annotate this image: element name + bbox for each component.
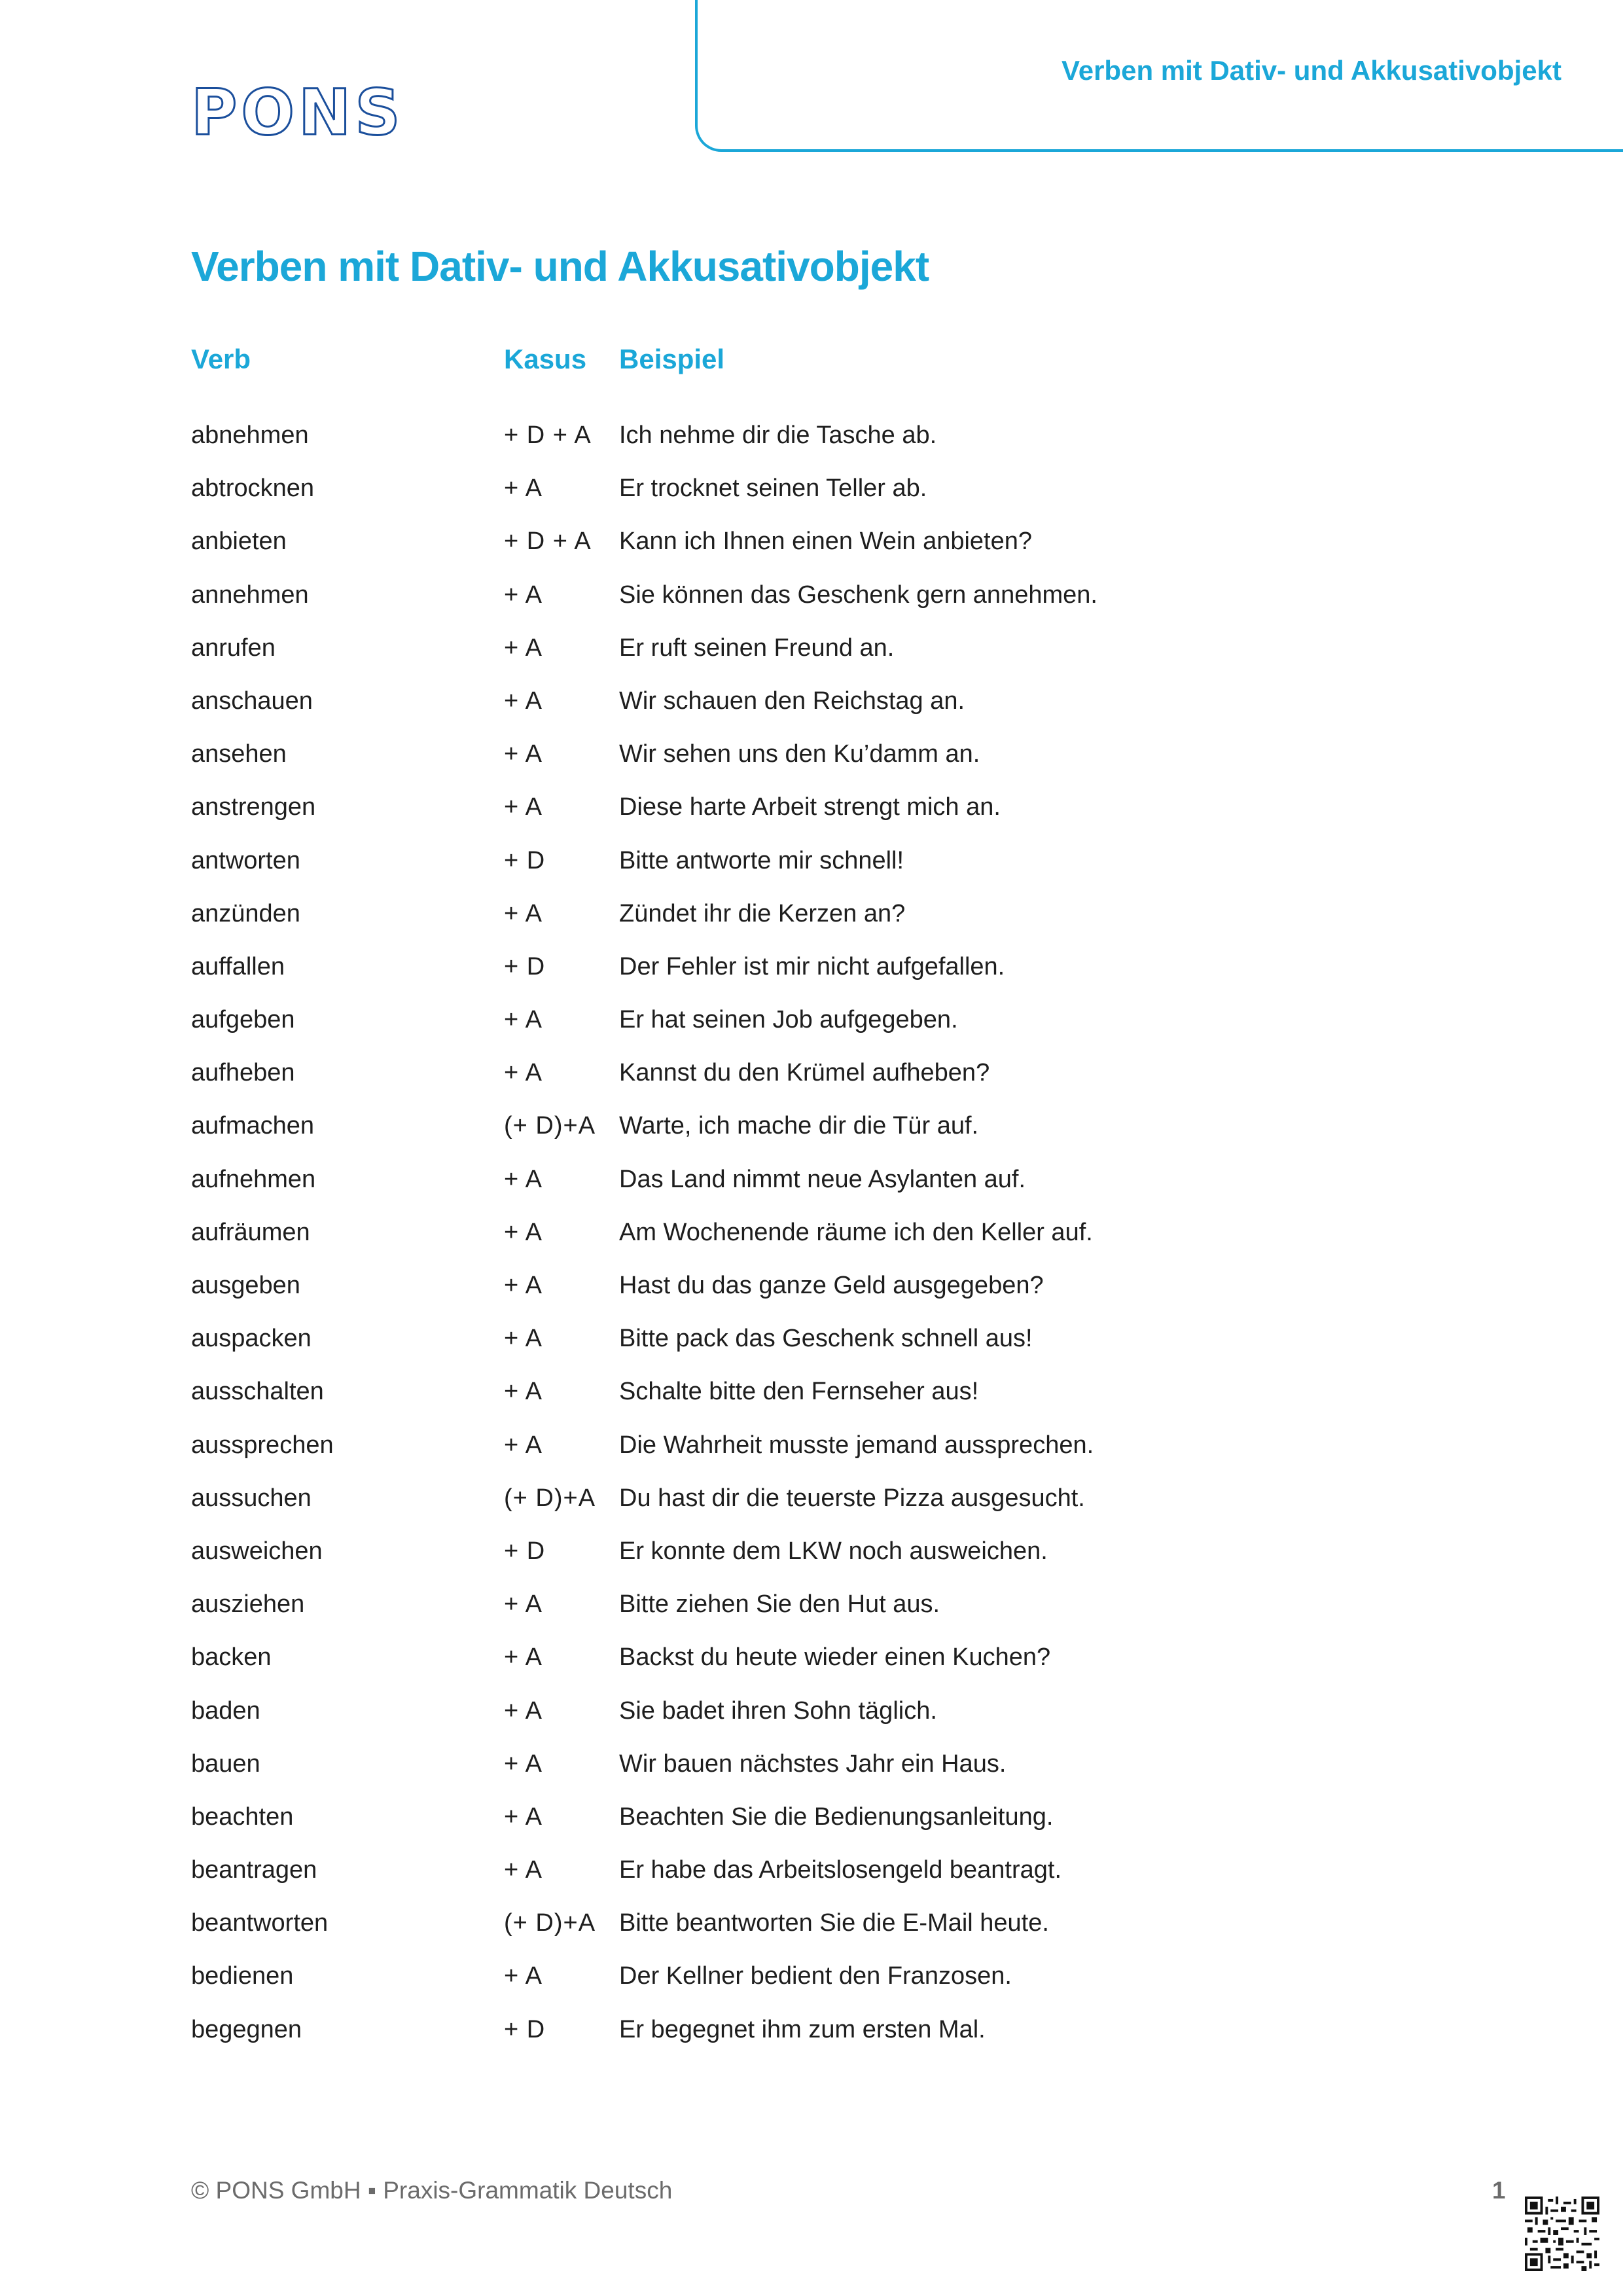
verb-cell: ausziehen: [191, 1590, 305, 1619]
example-cell: Der Kellner bedient den Franzosen.: [619, 1962, 1012, 1990]
kasus-cell: + D + A: [504, 528, 592, 556]
verb-cell: beachten: [191, 1803, 294, 1831]
kasus-cell: (+ D)+A: [504, 1484, 596, 1512]
verb-cell: anstrengen: [191, 793, 316, 821]
table-row: [191, 678, 1369, 731]
table-row: [191, 1475, 1369, 1528]
table-row: [191, 1741, 1369, 1794]
example-cell: Ich nehme dir die Tasche ab.: [619, 422, 937, 449]
table-row: [191, 1263, 1369, 1316]
kasus-cell: + A: [504, 1749, 543, 1778]
verb-cell: aussprechen: [191, 1431, 334, 1459]
example-cell: Sie können das Geschenk gern annehmen.: [619, 581, 1097, 609]
verb-cell: annehmen: [191, 581, 309, 609]
verb-cell: ausweichen: [191, 1537, 323, 1565]
example-cell: Du hast dir die teuerste Pizza ausgesucht.: [619, 1484, 1085, 1512]
table-row: [191, 625, 1369, 678]
kasus-cell: + D: [504, 2015, 546, 2043]
pons-logo: [191, 76, 404, 149]
example-cell: Backst du heute wieder einen Kuchen?: [619, 1643, 1051, 1672]
verb-cell: aufmachen: [191, 1112, 315, 1140]
kasus-cell: + A: [504, 634, 543, 662]
table-row: [191, 2007, 1369, 2060]
example-cell: Kannst du den Krümel aufheben?: [619, 1059, 990, 1087]
verb-cell: abtrocknen: [191, 475, 315, 503]
example-cell: Am Wochenende räume ich den Keller auf.: [619, 1218, 1093, 1246]
kasus-cell: (+ D)+A: [504, 1909, 596, 1937]
table-row: [191, 731, 1369, 784]
header-example: Beispiel: [619, 344, 725, 374]
table-row: [191, 1847, 1369, 1900]
verb-cell: abnehmen: [191, 422, 309, 449]
table-row: [191, 1369, 1369, 1422]
verb-cell: anschauen: [191, 687, 313, 715]
table-row: [191, 1900, 1369, 1953]
table-row: [191, 1953, 1369, 2006]
verb-cell: aufheben: [191, 1059, 295, 1087]
kasus-cell: + A: [504, 1378, 543, 1406]
kasus-cell: + D + A: [504, 422, 592, 449]
verb-cell: auspacken: [191, 1325, 312, 1353]
example-cell: Sie badet ihren Sohn täglich.: [619, 1696, 937, 1725]
verb-cell: anrufen: [191, 634, 276, 662]
kasus-cell: + A: [504, 1856, 543, 1884]
page-number: 1: [1492, 2177, 1506, 2204]
verb-cell: bedienen: [191, 1962, 294, 1990]
table-row: [191, 1103, 1369, 1156]
example-cell: Schalte bitte den Fernseher aus!: [619, 1378, 979, 1406]
table-row: [191, 1634, 1369, 1687]
example-cell: Beachten Sie die Bedienungsanleitung.: [619, 1803, 1054, 1831]
verb-cell: baden: [191, 1696, 260, 1725]
verb-cell: aussuchen: [191, 1484, 312, 1512]
table-row: [191, 465, 1369, 518]
table-row: [191, 1157, 1369, 1210]
kasus-cell: + A: [504, 1962, 543, 1990]
example-cell: Das Land nimmt neue Asylanten auf.: [619, 1165, 1026, 1193]
table-header: [191, 344, 1173, 383]
table-row: [191, 838, 1369, 891]
example-cell: Wir schauen den Reichstag an.: [619, 687, 965, 715]
table-row: [191, 944, 1369, 997]
example-cell: Zündet ihr die Kerzen an?: [619, 899, 906, 927]
verb-cell: anbieten: [191, 528, 287, 556]
table-row: [191, 572, 1369, 625]
verb-cell: ansehen: [191, 740, 287, 768]
kasus-cell: + A: [504, 1218, 543, 1246]
table-row: [191, 1794, 1369, 1847]
verb-cell: begegnen: [191, 2015, 302, 2043]
verb-cell: aufgeben: [191, 1006, 295, 1034]
kasus-cell: + A: [504, 581, 543, 609]
kasus-cell: + A: [504, 793, 543, 821]
header-frame: [695, 0, 1623, 152]
verb-cell: antworten: [191, 846, 300, 874]
example-cell: Bitte beantworten Sie die E-Mail heute.: [619, 1909, 1049, 1937]
pons-logo-text: PONS: [191, 76, 404, 149]
kasus-cell: + A: [504, 899, 543, 927]
kasus-cell: + A: [504, 1272, 543, 1299]
example-cell: Der Fehler ist mir nicht aufgefallen.: [619, 952, 1005, 980]
kasus-cell: + A: [504, 1803, 543, 1831]
kasus-cell: + A: [504, 1431, 543, 1459]
verb-table: [191, 412, 1369, 2060]
kasus-cell: + D: [504, 846, 546, 874]
example-cell: Bitte pack das Geschenk schnell aus!: [619, 1325, 1033, 1353]
verb-cell: anzünden: [191, 899, 300, 927]
example-cell: Er begegnet ihm zum ersten Mal.: [619, 2015, 986, 2043]
kasus-cell: + A: [504, 1590, 543, 1619]
example-cell: Er konnte dem LKW noch ausweichen.: [619, 1537, 1048, 1565]
verb-cell: ausgeben: [191, 1272, 300, 1299]
table-row: [191, 1316, 1369, 1369]
verb-cell: bauen: [191, 1749, 260, 1778]
kasus-cell: + A: [504, 1325, 543, 1353]
table-row: [191, 1422, 1369, 1475]
kasus-cell: + A: [504, 740, 543, 768]
table-row: [191, 1050, 1369, 1103]
kasus-cell: + A: [504, 1006, 543, 1034]
example-cell: Warte, ich mache dir die Tür auf.: [619, 1112, 979, 1140]
example-cell: Er trocknet seinen Teller ab.: [619, 475, 927, 503]
example-cell: Bitte antworte mir schnell!: [619, 846, 904, 874]
verb-cell: beantragen: [191, 1856, 317, 1884]
kasus-cell: + A: [504, 1643, 543, 1672]
verb-cell: auffallen: [191, 952, 285, 980]
header-verb: Verb: [191, 344, 251, 374]
kasus-cell: (+ D)+A: [504, 1112, 596, 1140]
example-cell: Wir sehen uns den Ku’damm an.: [619, 740, 980, 768]
table-row: [191, 1581, 1369, 1634]
verb-cell: aufnehmen: [191, 1165, 316, 1193]
kasus-cell: + A: [504, 475, 543, 503]
example-cell: Er habe das Arbeitslosengeld beantragt.: [619, 1856, 1062, 1884]
kasus-cell: + A: [504, 1165, 543, 1193]
table-row: [191, 1688, 1369, 1741]
qr-code-icon: [1525, 2197, 1599, 2271]
example-cell: Bitte ziehen Sie den Hut aus.: [619, 1590, 940, 1619]
example-cell: Diese harte Arbeit strengt mich an.: [619, 793, 1001, 821]
table-row: [191, 997, 1369, 1050]
verb-cell: backen: [191, 1643, 272, 1672]
kasus-cell: + D: [504, 1537, 546, 1565]
example-cell: Er hat seinen Job aufgegeben.: [619, 1006, 958, 1034]
kasus-cell: + A: [504, 1059, 543, 1087]
page-title: Verben mit Dativ- und Akkusativobjekt: [191, 243, 929, 290]
footer-copyright: © PONS GmbH ▪ Praxis-Grammatik Deutsch: [191, 2177, 673, 2204]
kasus-cell: + A: [504, 1696, 543, 1725]
header-title: Verben mit Dativ- und Akkusativobjekt: [1061, 55, 1561, 86]
example-cell: Hast du das ganze Geld ausgegeben?: [619, 1272, 1044, 1299]
verb-cell: ausschalten: [191, 1378, 324, 1406]
example-cell: Die Wahrheit musste jemand aussprechen.: [619, 1431, 1094, 1459]
table-row: [191, 1210, 1369, 1263]
table-row: [191, 1528, 1369, 1581]
example-cell: Wir bauen nächstes Jahr ein Haus.: [619, 1749, 1007, 1778]
table-row: [191, 784, 1369, 837]
kasus-cell: + D: [504, 952, 546, 980]
verb-cell: beantworten: [191, 1909, 329, 1937]
example-cell: Er ruft seinen Freund an.: [619, 634, 895, 662]
verb-cell: aufräumen: [191, 1218, 310, 1246]
kasus-cell: + A: [504, 687, 543, 715]
table-row: [191, 891, 1369, 944]
table-row: [191, 412, 1369, 465]
example-cell: Kann ich Ihnen einen Wein anbieten?: [619, 528, 1033, 556]
header-kasus: Kasus: [504, 344, 587, 374]
table-row: [191, 518, 1369, 571]
